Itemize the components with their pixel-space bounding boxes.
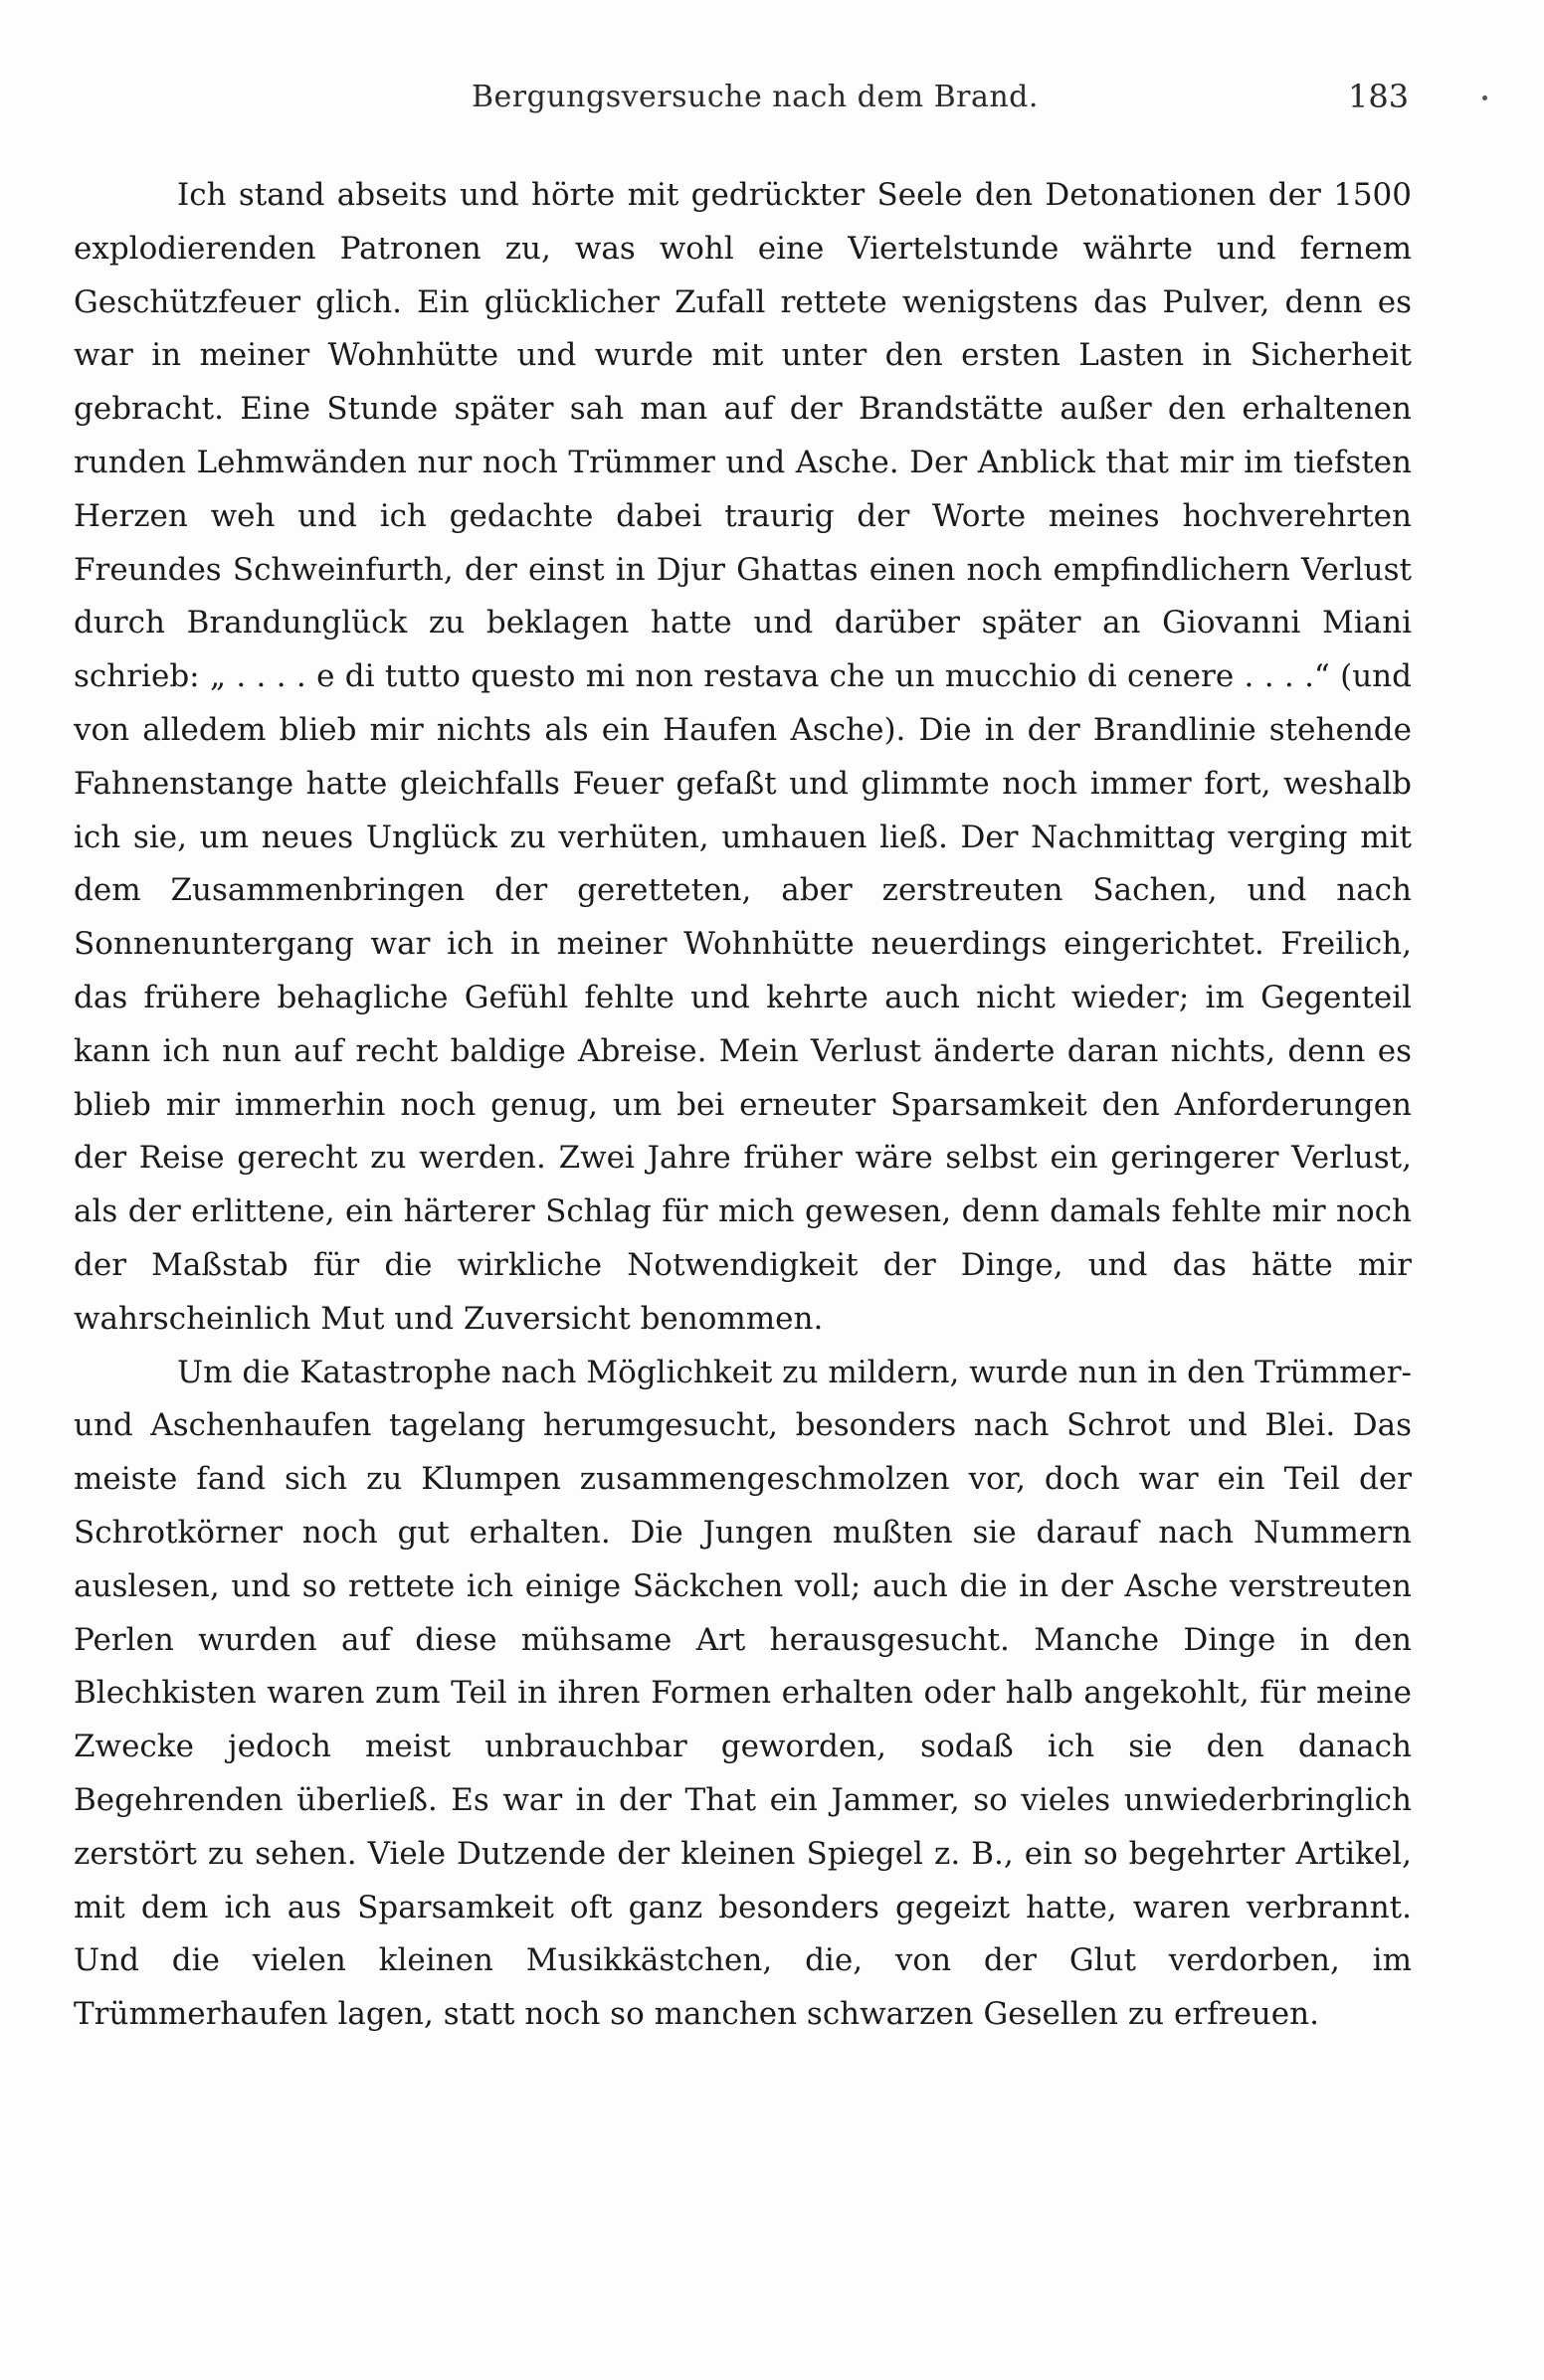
margin-dot xyxy=(1482,95,1487,100)
paragraph: Um die Katastrophe nach Möglichkeit zu mildern, wurde nun in den Trümmer- und Aschenhaufen tagelang herumgesucht, besonders nach Schrot und Blei. Das meiste fand sich zu Klumpen zusammengeschmolzen vor, doch war ein Teil der Schrotkörner noch gut erhalten. Die Jungen mußten sie darauf nach Nummern auslesen, und so rettete ich einige Säckchen voll; auch die in der Asche verstreuten Perlen wurden auf diese mühsame Art herausgesucht. Manche Dinge in den Blechkisten waren zum Teil in ihren Formen erhalten oder halb angekohlt, für meine Zwecke jedoch meist unbrauchbar geworden, sodaß ich sie den danach Begehrenden überließ. Es war in der That ein Jammer, so vieles unwiederbringlich zerstört zu sehen. Viele Dutzende der kleinen Spiegel z. B., ein so begehrter Artikel, mit dem ich aus Sparsamkeit oft ganz besonders gegeizt hatte, waren verbrannt. Und die vielen kleinen Musikkästchen, die, von der Glut verdorben, im Trümmerhaufen lagen, statt noch so manchen schwarzen Gesellen zu erfreuen. xyxy=(74,1354,1412,2033)
paragraph: Ich stand abseits und hörte mit gedrückter Seele den Detonationen der 1500 explodierenden Patronen zu, was wohl eine Viertelstunde währte und fernem Geschützfeuer glich. Ein glücklicher Zufall rettete wenigstens das Pulver, denn es war in meiner Wohnhütte und wurde mit unter den ersten Lasten in Sicherheit gebracht. Eine Stunde später sah man auf der Brandstätte außer den erhaltenen runden Lehmwänden nur noch Trümmer und Asche. Der Anblick that mir im tiefsten Herzen weh und ich gedachte dabei traurig der Worte meines hochverehrten Freundes Schweinfurth, der einst in Djur Ghattas einen noch empfindlichern Verlust durch Brandunglück zu beklagen hatte und darüber später an Giovanni Miani schrieb: „ . . . . e di tutto questo mi non restava che un mucchio di cenere . . . .“ (und von alledem blieb mir nichts als ein Haufen Asche). Die in der Brandlinie stehende Fahnenstange hatte gleichfalls Feuer gefaßt und glimmte noch immer fort, weshalb ich sie, um neues Unglück zu verhüten, umhauen ließ. Der Nachmittag verging mit dem Zusammenbringen der geretteten, aber zerstreuten Sachen, und nach Sonnenuntergang war ich in meiner Wohnhütte neuerdings eingerichtet. Freilich, das frühere behagliche Gefühl fehlte und kehrte auch nicht wieder; im Gegenteil kann ich nun auf recht baldige Abreise. Mein Verlust änderte daran nichts, denn es blieb mir immerhin noch genug, um bei erneuter Sparsamkeit den Anforderungen der Reise gerecht zu werden. Zwei Jahre früher wäre selbst ein geringerer Verlust, als der erlittene, ein härterer Schlag für mich gewesen, denn damals fehlte mir noch der Maßstab für die wirkliche Notwendigkeit der Dinge, und das hätte mir wahrscheinlich Mut und Zuversicht benommen. xyxy=(74,177,1412,1337)
body-text xyxy=(74,169,1412,2042)
page-number: 183 xyxy=(1348,78,1410,115)
running-title: Bergungsversuche nach dem Brand. xyxy=(472,80,1039,114)
